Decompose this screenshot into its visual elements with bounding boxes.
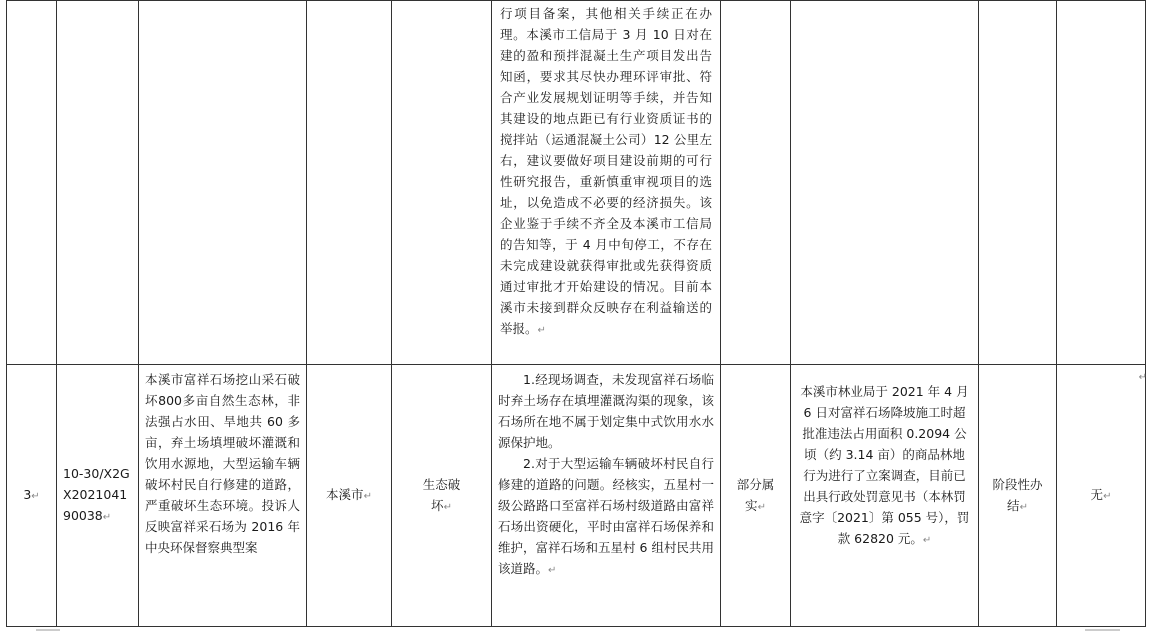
- findings-paragraph-2-wrap: [498, 453, 714, 581]
- cell-end-mark: ↵: [443, 501, 452, 513]
- cell-empty: [721, 1, 791, 365]
- cell-end-mark: ↵: [922, 535, 932, 546]
- continuation-findings-cell: [492, 1, 721, 365]
- case-row: [7, 365, 1146, 627]
- cell-empty: [1057, 1, 1146, 365]
- cell-empty: [57, 1, 139, 365]
- verdict-cell: [721, 365, 791, 627]
- bottom-edge-ticks: [0, 628, 1149, 632]
- cell-empty: [7, 1, 57, 365]
- stage-cell: [979, 365, 1057, 627]
- stage: 阶段性办结: [992, 476, 1043, 513]
- cell-empty: [392, 1, 492, 365]
- row-index: 3: [23, 487, 32, 502]
- cell-end-mark: ↵: [31, 491, 40, 502]
- case-id: 10-30/X2GX202104190038: [63, 466, 130, 523]
- cell-end-mark: ↵: [363, 491, 372, 502]
- category: 生态破坏: [422, 476, 461, 513]
- findings-cell: [492, 365, 721, 627]
- cell-empty: [307, 1, 392, 365]
- cell-end-mark: ↵: [102, 512, 112, 523]
- findings-paragraph-1: 1.经现场调查，未发现富祥石场临时弃土场存在填埋灌溉沟渠的现象，该石场所在地不属于划定集中式饮用水水源保护地。: [498, 372, 714, 450]
- complaint-table: [6, 0, 1146, 627]
- handling-text: 本溪市林业局于 2021 年 4 月 6 日对富祥石场降坡施工时超批准违法占用面积 0.2094 公顷（约 3.14 亩）的商品林地行为进行了立案调查，目前已出具行政处罚意见书（本林罚意字〔2021〕第 055 号），罚款 62820 元。: [799, 384, 970, 546]
- cell-end-mark: ↵: [757, 501, 766, 513]
- case-id-cell: [57, 365, 139, 627]
- continuation-row: [7, 1, 1146, 365]
- complaint-cell: [139, 365, 307, 627]
- cell-end-mark: ↵: [537, 325, 546, 336]
- complaint-text: 本溪市富祥石场挖山采石破坏800多亩自然生态林，非法强占水田、旱地共 60 多亩，弃土场填埋破坏灌溉和饮用水源地，大型运输车辆破坏村民自行修建的道路，严重破坏生态环境。投诉人反映富祥采石场为 2016 年中央环保督察典型案: [145, 372, 300, 555]
- row-end-mark: ↵: [1138, 372, 1147, 383]
- continuation-findings-text: 行项目备案，其他相关手续正在办理。本溪市工信局于 3 月 10 日对在建的盈和预拌混凝土生产项目发出告知函，要求其尽快办理环评审批、符合产业发展规划证明等手续，并告知其建设的地点距已有行业资质证书的搅拌站（运通混凝土公司）12 公里左右，建议要做好项目建设前期的可行性研究报告，重新慎重审视项目的选址，以免造成不必要的经济损失。该企业鉴于手续不齐全及本溪市工信局的告知等，于 4 月中旬停工，不存在未完成建设就获得审批或先获得资质通过审批才开始建设的情况。目前本溪市未接到群众反映存在利益输送的举报。: [500, 6, 712, 336]
- city-name: 本溪市: [326, 487, 364, 502]
- row-index-cell: [7, 365, 57, 627]
- verdict: 部分属实: [736, 476, 775, 513]
- cell-end-mark: ↵: [1103, 491, 1112, 502]
- accountability-cell: [1057, 365, 1146, 627]
- cell-empty: [791, 1, 979, 365]
- cell-empty: [979, 1, 1057, 365]
- handling-cell: [791, 365, 979, 627]
- category-cell: [392, 365, 492, 627]
- cell-empty: [139, 1, 307, 365]
- cell-end-mark: ↵: [548, 565, 557, 576]
- findings-paragraph-2: 2.对于大型运输车辆破坏村民自行修建的道路的问题。经核实，五星村一级公路路口至富祥石场村级道路由富祥石场出资硬化，平时由富祥石场保养和维护，富祥石场和五星村 6 组村民共用该道路。: [498, 456, 714, 576]
- cell-end-mark: ↵: [1019, 501, 1028, 513]
- city-cell: [307, 365, 392, 627]
- accountability: 无: [1090, 487, 1104, 502]
